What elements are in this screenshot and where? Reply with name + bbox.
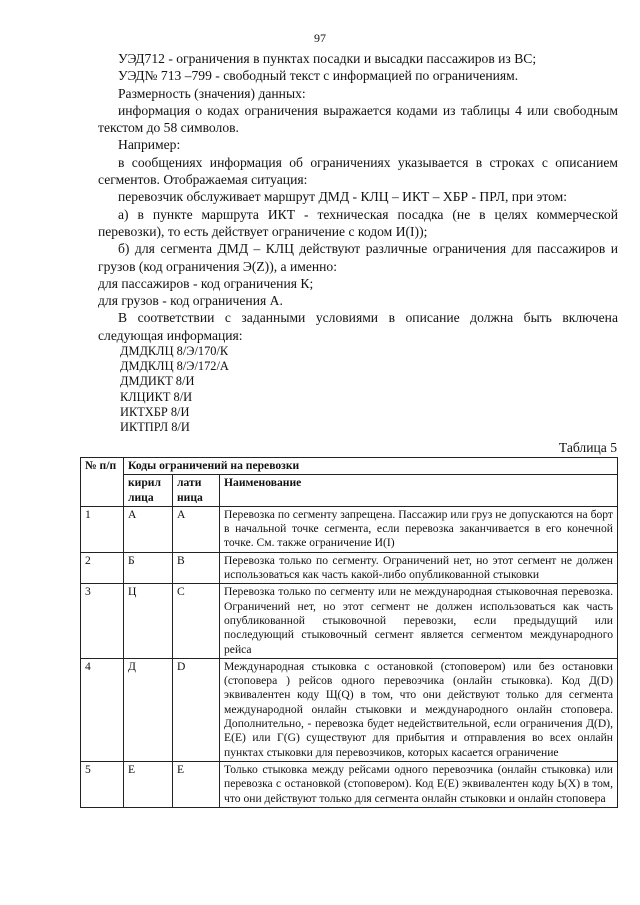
paragraph: Размерность (значения) данных:: [118, 85, 306, 101]
row-number: 1: [81, 506, 124, 552]
row-number: 4: [81, 658, 124, 761]
code-line: ДМДКЛЦ 8/Э/172/А: [120, 359, 229, 374]
restriction-codes-table: [80, 457, 618, 808]
table-row: [81, 761, 618, 807]
paragraph: для пассажиров - код ограничения К;: [98, 275, 314, 291]
row-description: Только стыковка между рейсами одного перевозчика (онлайн стыковка) или перевозка с остановкой (стоповером). Код Е(Е) эквивалентен коду Ь(X) в том, что они действуют только для сегмента онлайн стыковки и онлайн стоповера: [220, 761, 618, 807]
page-number: 97: [314, 31, 326, 45]
table-header-row: [81, 458, 618, 475]
paragraph: перевозчик обслуживает маршрут ДМД - КЛЦ – ИКТ – ХБР - ПРЛ, при этом:: [118, 189, 568, 205]
row-description: Международная стыковка с остановкой (стоповером) или без остановки (стоповера ) рейсов одного перевозчика (онлайн стыковка). Код Д(D) эквивалентен коду Щ(Q) в том, что они действуют только для сегмента международной онлайн стыковки и международного онлайн стоповера. Дополнительно, - перевозка будет недействительной, если ограничения Д(D), Е(Е) или Г(G) существуют для прибытия и отправления во всех онлайн пунктах стыковки для перевозчиков, которых касается ограничение: [220, 658, 618, 761]
row-cyrillic-code: Б: [124, 552, 173, 584]
table-caption: Таблица 5: [558, 440, 617, 455]
paragraph: для грузов - код ограничения А.: [98, 293, 283, 309]
row-description: Перевозка по сегменту запрещена. Пассажир или груз не допускаются на борт в начальной точке сегмента, если перевозка заканчивается в его конечной точке. См. также ограничение И(I): [220, 506, 618, 552]
row-latin-code: А: [173, 506, 220, 552]
paragraph: УЭД712 - ограничения в пунктах посадки и высадки пассажиров из ВС;: [118, 51, 537, 66]
code-line: ИКТПРЛ 8/И: [120, 420, 190, 435]
code-lines: [120, 344, 618, 435]
row-latin-code: Е: [173, 761, 220, 807]
row-description: Перевозка только по сегменту или не международная стыковочная перевозка. Ограничений нет, но этот сегмент не должен использоваться как часть опубликованной стыковочной перевозки, если предыдущий или последующий стыковочный сегмент является сегментом международного рейса: [220, 584, 618, 658]
row-number: 5: [81, 761, 124, 807]
row-description: Перевозка только по сегменту. Ограничений нет, но этот сегмент не должен использоваться как часть какой-либо опубликованной стыковки: [220, 552, 618, 584]
row-cyrillic-code: Е: [124, 761, 173, 807]
paragraph: Например:: [118, 137, 181, 153]
code-line: ИКТХБР 8/И: [120, 404, 190, 419]
paragraph: информация о кодах ограничения выражается кодами из таблицы 4 или свободным текстом до 58 символов.: [98, 102, 618, 136]
row-latin-code: D: [173, 658, 220, 761]
row-cyrillic-code: А: [124, 506, 173, 552]
table-row: [81, 506, 618, 552]
row-number: 3: [81, 584, 124, 658]
table-subheader-row: [81, 475, 618, 507]
table-row: [81, 658, 618, 761]
paragraph: УЭД№ 713 –799 - свободный текст с информацией по ограничениям.: [118, 68, 519, 84]
paragraph: в сообщениях информация об ограничениях указывается в строках с описанием сегментов. Отображаемая ситуация:: [98, 154, 618, 188]
header-codes-group: Коды ограничений на перевозки: [124, 458, 618, 475]
header-number: № п/п: [81, 458, 124, 507]
paragraph: а) в пункте маршрута ИКТ - техническая посадка (не в целях коммерческой перевозки), то есть действует ограничение с кодом И(I));: [98, 206, 618, 239]
code-line: ДМДИКТ 8/И: [120, 374, 195, 389]
table-row: [81, 552, 618, 584]
code-line: ДМДКЛЦ 8/Э/170/К: [120, 344, 229, 359]
header-cyrillic: кирил лица: [124, 475, 173, 507]
row-latin-code: С: [173, 584, 220, 658]
paragraph: б) для сегмента ДМД – КЛЦ действуют различные ограничения для пассажиров и грузов (код ограничения Э(Z)), а именно:: [98, 241, 618, 274]
row-number: 2: [81, 552, 124, 584]
body-text: [98, 50, 618, 435]
header-latin: лати ница: [173, 475, 220, 507]
paragraph: В соответствии с заданными условиями в описание должна быть включена следующая информация:: [98, 310, 618, 343]
code-line: КЛЦИКТ 8/И: [120, 389, 193, 404]
table-row: [81, 584, 618, 658]
header-name: Наименование: [220, 475, 618, 507]
row-cyrillic-code: Д: [124, 658, 173, 761]
row-cyrillic-code: Ц: [124, 584, 173, 658]
row-latin-code: В: [173, 552, 220, 584]
